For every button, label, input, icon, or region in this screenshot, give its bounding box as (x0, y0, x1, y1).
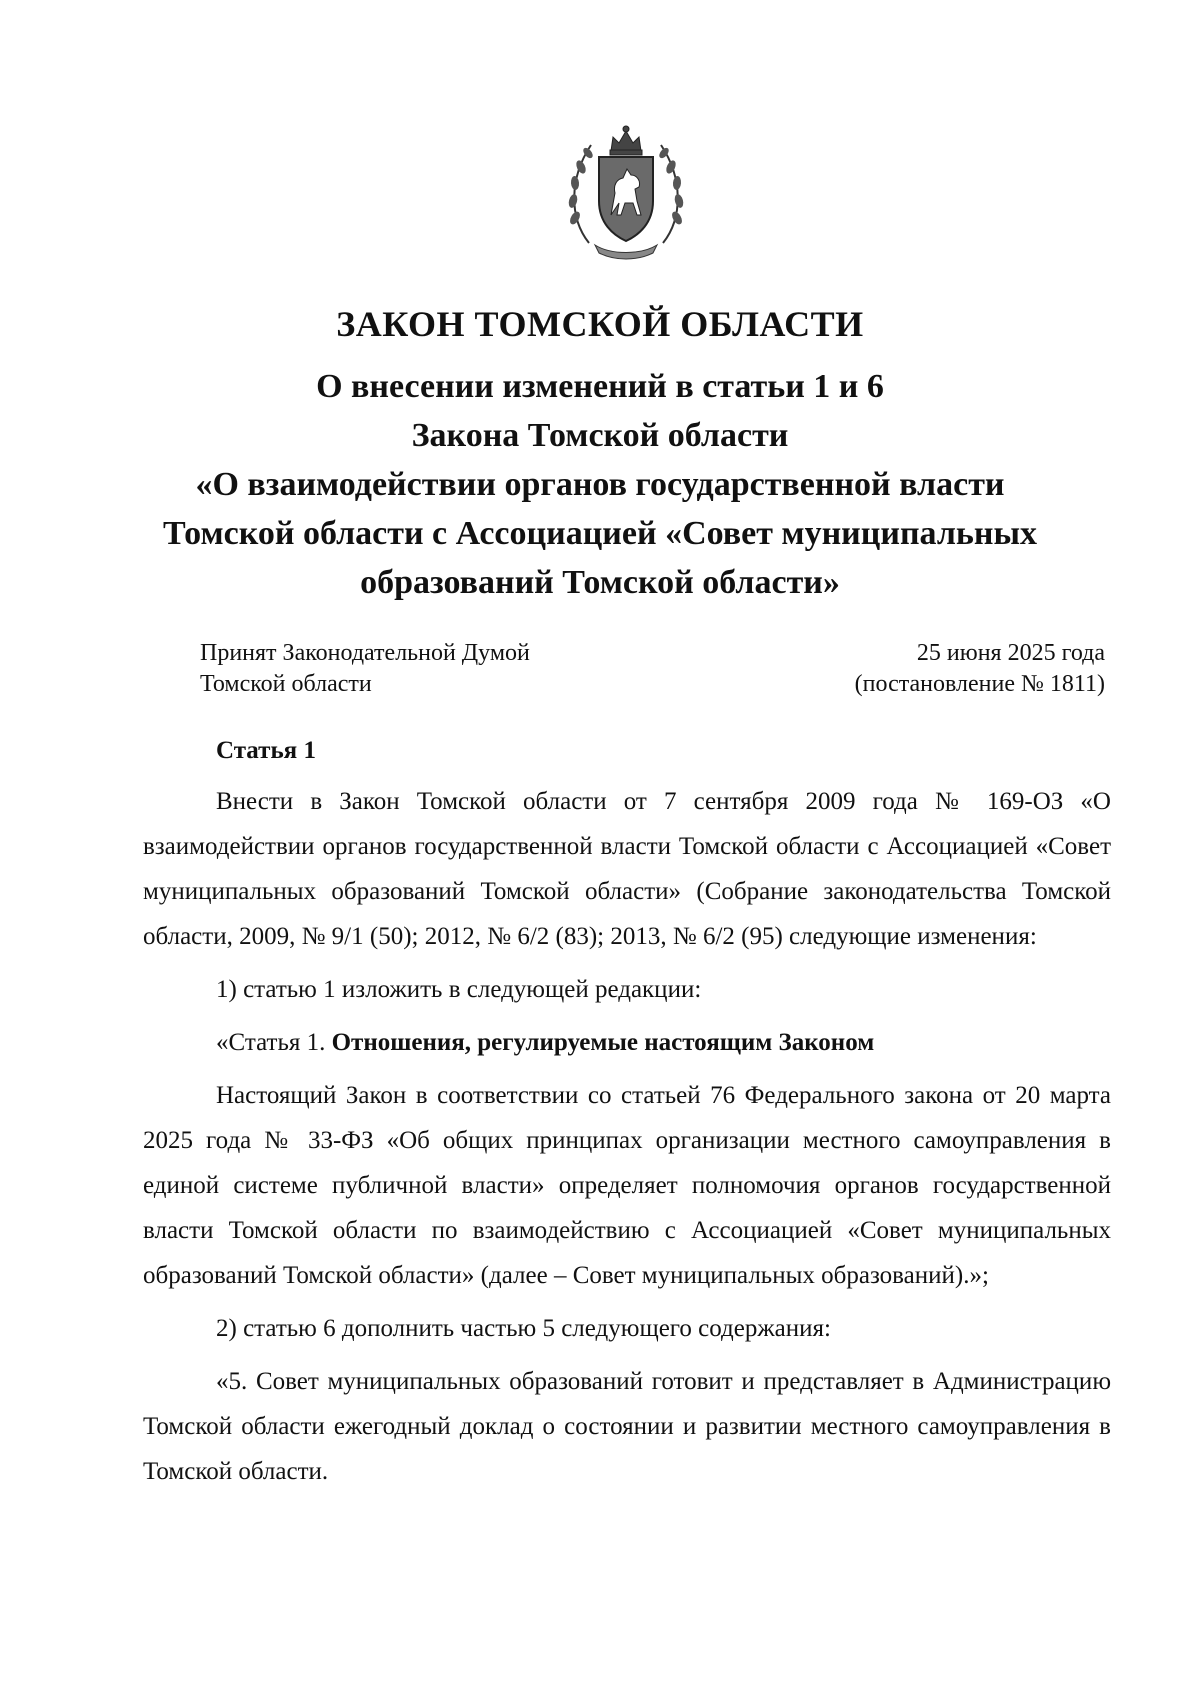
adopted-by (200, 638, 530, 700)
adopted-by-line: Принят Законодательной Думой (200, 640, 530, 666)
tomsk-oblast-coat-of-arms-icon (561, 123, 691, 263)
adoption-date-text: 25 июня 2025 года (916, 640, 1105, 666)
adoption-date (855, 638, 1105, 700)
law-subtitle-line: О внесении изменений в статьи 1 и 6 (316, 368, 884, 405)
adopted-by-line: Томской области (200, 671, 372, 697)
title-block (100, 300, 1100, 607)
resolution-number: (постановление № 1811) (854, 671, 1105, 697)
law-subtitle (100, 362, 1100, 607)
quoted-article-text: Настоящий Закон в соответствии со статьей 76 Федерального закона от 20 марта 2025 года № 33-ФЗ «Об общих принципах организации местного самоуправления в единой системе публичной власти» определяет полномочия органов государственной власти Томской области по взаимодействию с Ассоциацией «Совет муниципальных образований Томской области» (далее – Совет муниципальных образований).»; (143, 1082, 1111, 1289)
part-5-text: «5. Совет муниципальных образований готовит и представляет в Администрацию Томской области ежегодный доклад о состоянии и развитии местного самоуправления в Томской области. (143, 1368, 1111, 1485)
amendment-item-2: 2) статью 6 дополнить частью 5 следующего содержания: (216, 1315, 831, 1342)
law-subtitle-line: «О взаимодействии органов государственной власти (195, 466, 1005, 503)
law-body (143, 728, 1111, 1494)
law-subtitle-line: Томской области с Ассоциацией «Совет муниципальных (162, 515, 1038, 552)
article-intro: Внести в Закон Томской области от 7 сентября 2009 года № 169-ОЗ «О взаимодействии органов государственной власти Томской области с Ассоциацией «Совет муниципальных образований Томской области» (Собрание законодательства Томской области, 2009, № 9/1 (50); 2012, № 6/2 (83); 2013, № 6/2 (95) следующие изменения: (143, 788, 1111, 950)
law-subtitle-line: образований Томской области» (360, 564, 840, 601)
quoted-article-prefix: «Статья 1. (216, 1029, 332, 1056)
quoted-article-heading (143, 1020, 1111, 1065)
amendment-item-1: 1) статью 1 изложить в следующей редакции: (216, 976, 702, 1003)
law-title: ЗАКОН ТОМСКОЙ ОБЛАСТИ (336, 304, 864, 344)
law-subtitle-line: Закона Томской области (411, 417, 789, 454)
article-heading: Статья 1 (216, 737, 316, 764)
quoted-article-title: Отношения, регулируемые настоящим Законом (331, 1029, 875, 1056)
